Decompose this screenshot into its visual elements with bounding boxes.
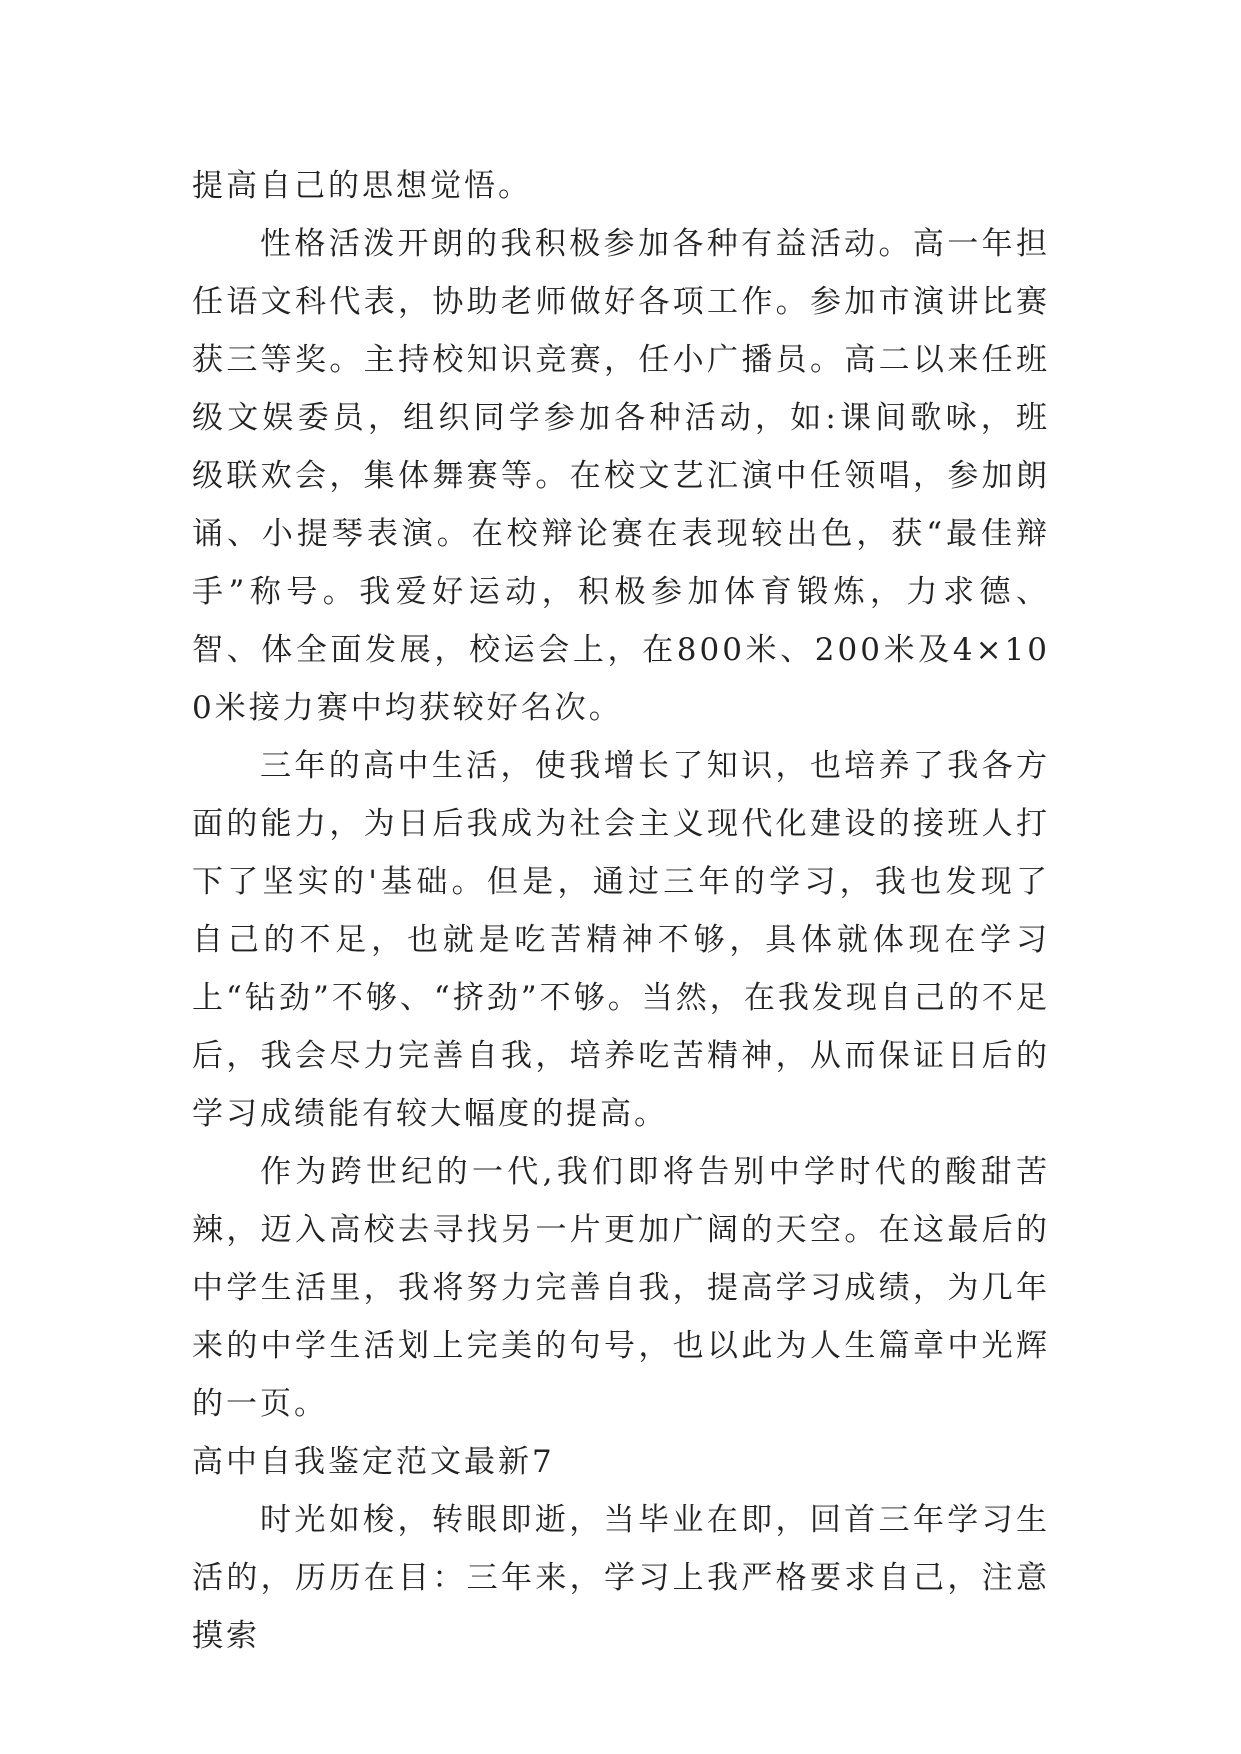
paragraph-activities: 性格活泼开朗的我积极参加各种有益活动。高一年担任语文科代表，协助老师做好各项工作。参加市演讲比赛获三等奖。主持校知识竞赛，任小广播员。高二以来任班级文娱委员，组织同学参加各种活动，如:课间歌咏，班级联欢会，集体舞赛等。在校文艺汇演中任领唱，参加朗诵、小提琴表演。在校辩论赛在表现较出色，获“最佳辩手”称号。我爱好运动，积极参加体育锻炼，力求德、智、体全面发展，校运会上，在800米、200米及4×100米接力赛中均获较好名次。: [192, 226, 1050, 726]
section-heading: 高中自我鉴定范文最新7: [192, 1444, 555, 1480]
document-body: [192, 157, 1050, 1665]
paragraph-future: 作为跨世纪的一代,我们即将告别中学时代的酸甜苦辣，迈入高校去寻找另一片更加广阔的天空。在这最后的中学生活里，我将努力完善自我，提高学习成绩，为几年来的中学生活划上完美的句号，也以此为人生篇章中光辉的一页。: [192, 1154, 1050, 1422]
paragraph-new-section: 时光如梭，转眼即逝，当毕业在即，回首三年学习生活的，历历在目：三年来，学习上我严格要求自己，注意摸索: [192, 1502, 1050, 1654]
paragraph-continuation: 提高自己的思想觉悟。: [192, 168, 532, 204]
paragraph-reflection: 三年的高中生活，使我增长了知识，也培养了我各方面的能力，为日后我成为社会主义现代化建设的接班人打下了坚实的'基础。但是，通过三年的学习，我也发现了自己的不足，也就是吃苦精神不够，具体就体现在学习上“钻劲”不够、“挤劲”不够。当然，在我发现自己的不足后，我会尽力完善自我，培养吃苦精神，从而保证日后的学习成绩能有较大幅度的提高。: [192, 748, 1050, 1132]
